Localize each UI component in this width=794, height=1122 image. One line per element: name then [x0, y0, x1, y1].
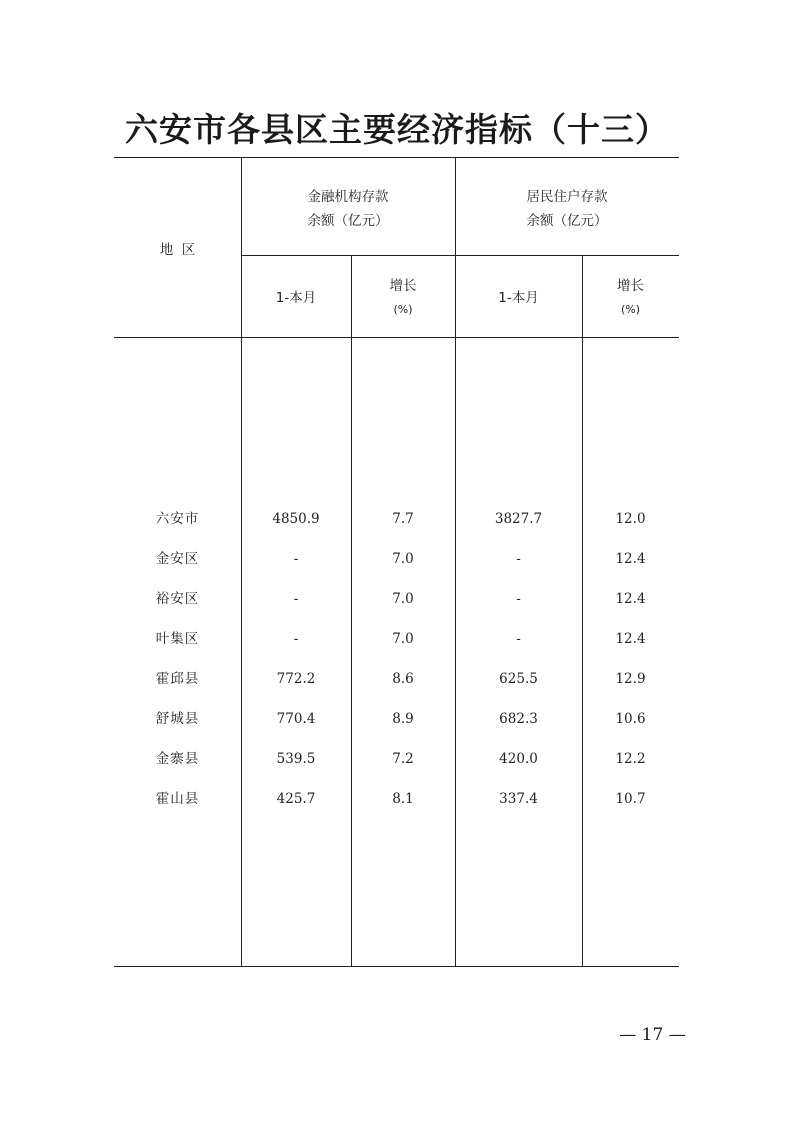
- household-growth-value: 12.2: [615, 751, 646, 767]
- household-ytd-value: 625.5: [499, 671, 538, 687]
- deposit-ytd-value: 770.4: [276, 711, 316, 727]
- deposit-ytd-value: 425.7: [276, 791, 316, 807]
- deposit-ytd-value: 4850.9: [272, 511, 320, 527]
- household-growth-value: 12.4: [615, 551, 646, 567]
- row-region: 霍邱县: [155, 671, 200, 687]
- household-growth-value: 12.0: [615, 511, 646, 527]
- page-number: — 17 —: [619, 1025, 686, 1045]
- deposit-growth-value: 7.2: [392, 751, 414, 767]
- row-region: 金安区: [155, 551, 200, 567]
- household-growth-value: 12.9: [615, 671, 646, 687]
- deposit-growth-value: 8.6: [392, 671, 414, 687]
- household-growth-value: 12.4: [615, 631, 646, 647]
- deposit-group-header: [241, 185, 455, 233]
- household-group-header-line1: 居民住户存款: [526, 189, 608, 205]
- table-top-rule: [114, 157, 679, 158]
- row-region: 裕安区: [155, 591, 200, 607]
- deposit-ytd-value: -: [293, 631, 299, 647]
- household-ytd-value: -: [516, 591, 521, 607]
- deposit-ytd-value: 772.2: [276, 671, 316, 687]
- deposit-growth-value: 7.0: [392, 631, 414, 647]
- deposit-ytd-value: 539.5: [276, 751, 316, 767]
- household-group-header: [455, 185, 679, 233]
- row-region: 霍山县: [155, 791, 200, 807]
- col-header-deposit-ytd: 1-本月: [275, 290, 317, 306]
- table-bottom-rule: [114, 966, 679, 967]
- deposit-growth-value: 8.9: [392, 711, 414, 727]
- household-group-header-line2: 余额（亿元）: [526, 213, 608, 229]
- page-title: 六安市各县区主要经济指标（十三）: [125, 110, 669, 149]
- deposit-growth-value: 8.1: [392, 791, 414, 807]
- deposit-growth-value: 7.0: [392, 551, 414, 567]
- row-region: 叶集区: [155, 631, 200, 647]
- household-growth-value: 12.4: [615, 591, 646, 607]
- col-header-household-growth: [582, 274, 679, 322]
- row-region: 舒城县: [155, 711, 200, 727]
- deposit-group-header-line1: 金融机构存款: [307, 189, 389, 205]
- col-header-deposit-growth-unit: (%): [393, 303, 413, 316]
- household-ytd-value: 3827.7: [494, 511, 543, 527]
- deposit-growth-value: 7.0: [392, 591, 414, 607]
- header-group-rule: [241, 255, 679, 256]
- household-growth-value: 10.6: [615, 711, 646, 727]
- col-header-household-growth-unit: (%): [620, 303, 641, 316]
- col-header-deposit-growth-label: 增长: [389, 278, 417, 294]
- deposit-group-header-line2: 余额（亿元）: [307, 213, 389, 229]
- household-ytd-value: -: [516, 551, 521, 567]
- col-header-deposit-growth: [351, 274, 455, 322]
- household-ytd-value: 682.3: [499, 711, 538, 727]
- col-divider-3: [582, 255, 583, 966]
- household-growth-value: 10.7: [615, 791, 646, 807]
- deposit-ytd-value: -: [293, 591, 299, 607]
- household-ytd-value: 337.4: [499, 791, 538, 807]
- row-region: 金寨县: [155, 751, 200, 767]
- household-ytd-value: -: [516, 631, 521, 647]
- header-bottom-rule: [114, 337, 679, 338]
- col-header-household-ytd: 1-本月: [498, 290, 539, 306]
- deposit-growth-value: 7.7: [392, 511, 414, 527]
- row-region: 六安市: [155, 511, 200, 527]
- col-header-household-growth-label: 增长: [617, 278, 644, 294]
- deposit-ytd-value: -: [293, 551, 299, 567]
- region-header: 地 区: [159, 242, 196, 258]
- col-divider-1: [351, 255, 352, 966]
- household-ytd-value: 420.0: [499, 751, 538, 767]
